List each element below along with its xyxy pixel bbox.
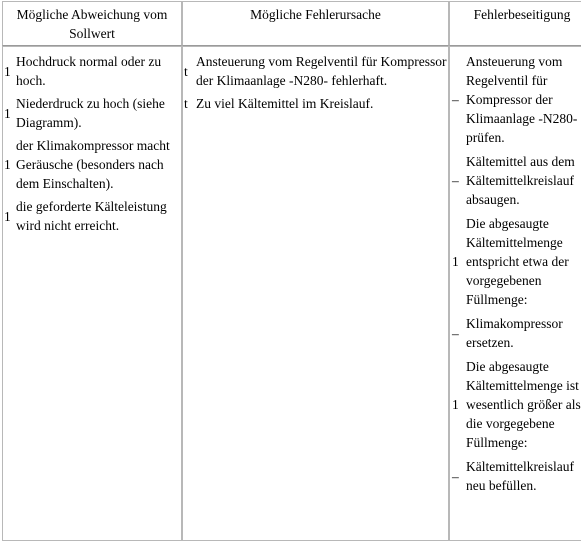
remedy-item: [450, 357, 581, 452]
list-marker: 1: [452, 254, 459, 269]
list-marker: 1: [4, 157, 11, 172]
cause-item: [183, 94, 448, 113]
list-marker: –: [452, 92, 459, 107]
deviation-list: [3, 47, 181, 235]
cause-text: Zu viel Kältemittel im Kreislauf.: [196, 96, 374, 111]
header-cause: Mögliche Fehlerursache: [182, 1, 449, 46]
remedy-item: [450, 52, 581, 147]
remedy-text: Kältemittelkreislauf neu befüllen.: [466, 459, 574, 493]
list-marker: 1: [4, 63, 11, 79]
remedy-item: [450, 314, 581, 352]
remedy-item: [450, 214, 581, 309]
content-row: [2, 46, 581, 541]
deviation-item: [3, 52, 181, 90]
remedy-cell: [449, 46, 581, 541]
list-marker: 1: [4, 105, 11, 121]
list-marker: 1: [452, 397, 459, 412]
deviation-text: Hochdruck normal oder zu hoch.: [16, 54, 162, 88]
remedy-text: Ansteuerung vom Regelventil für Kompressor der Klimaanlage -N280- prüfen.: [466, 54, 578, 145]
remedy-text: Klimakompressor ersetzen.: [466, 316, 563, 350]
remedy-text: Die abgesaugte Kältemittelmenge entspricht etwa der vorgegebenen Füllmenge:: [466, 216, 569, 307]
header-remedy: Fehlerbeseitigung: [449, 1, 581, 46]
remedy-text: Die abgesaugte Kältemittelmenge ist wesentlich größer als die vorgegebene Füllmenge:: [466, 359, 581, 450]
list-marker: t: [184, 63, 188, 79]
remedy-text: Kältemittel aus dem Kältemittelkreislauf absaugen.: [466, 154, 575, 207]
cause-item: [183, 52, 448, 90]
cause-text: Ansteuerung vom Regelventil für Kompressor der Klimaanlage -N280- fehlerhaft.: [196, 54, 447, 88]
header-deviation: Mögliche Abweichung vom Sollwert: [2, 1, 182, 46]
remedy-item: [450, 457, 581, 495]
deviation-text: die geforderte Kälteleistung wird nicht erreicht.: [16, 199, 167, 233]
fault-table: [2, 1, 581, 541]
deviation-item: [3, 94, 181, 132]
deviation-cell: [2, 46, 182, 541]
list-marker: –: [452, 325, 459, 341]
cause-cell: [182, 46, 449, 541]
remedy-list: [450, 47, 581, 495]
list-marker: –: [452, 468, 459, 484]
list-marker: t: [184, 96, 188, 111]
deviation-text: Niederdruck zu hoch (siehe Diagramm).: [16, 96, 165, 130]
deviation-item: [3, 136, 181, 193]
header-row: [2, 1, 581, 46]
deviation-text: der Klimakompressor macht Geräusche (besonders nach dem Einschalten).: [16, 138, 170, 191]
remedy-item: [450, 152, 581, 209]
deviation-item: [3, 197, 181, 235]
list-marker: 1: [4, 208, 11, 224]
cause-list: [183, 47, 448, 113]
list-marker: –: [452, 173, 459, 188]
